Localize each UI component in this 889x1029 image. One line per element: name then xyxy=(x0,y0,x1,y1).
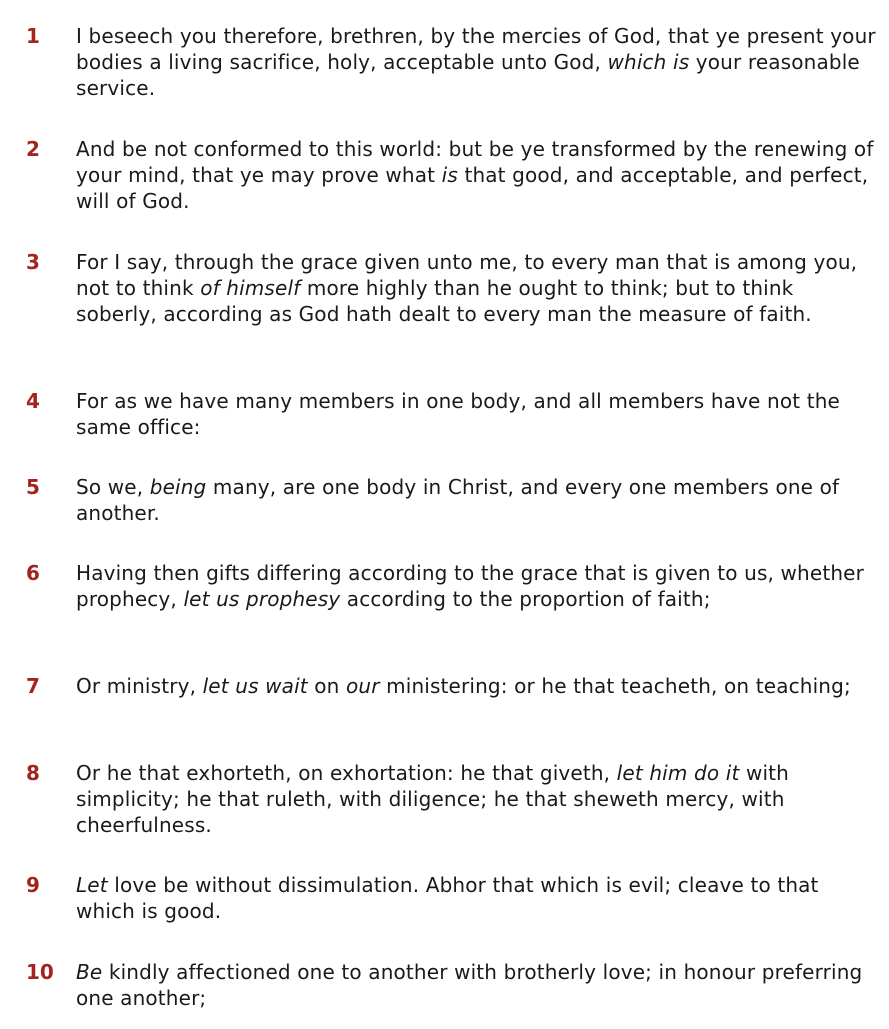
verse-text: So we, being many, are one body in Christ, and every one members one of another. xyxy=(76,475,840,526)
verse-number: 8 xyxy=(26,761,40,785)
verse-text: I beseech you therefore, brethren, by the mercies of God, that ye present your bodies a living sacrifice, holy, acceptable unto God, which is your reasonable service. xyxy=(76,24,876,101)
verse-text: Let love be without dissimulation. Abhor that which is evil; cleave to that which is good. xyxy=(76,873,819,924)
verse-number: 4 xyxy=(26,389,40,413)
verse-number: 5 xyxy=(26,475,40,499)
verse-text: Having then gifts differing according to the grace that is given to us, whether prophecy, let us prophesy according to the proportion of faith; xyxy=(76,561,864,612)
verse-text: Or he that exhorteth, on exhortation: he that giveth, let him do it with simplicity; he that ruleth, with diligence; he that sheweth mercy, with cheerfulness. xyxy=(76,761,789,838)
verse-text: For as we have many members in one body, and all members have not the same office: xyxy=(76,389,841,440)
verse-text: Be kindly affectioned one to another with brotherly love; in honour preferring one another; xyxy=(76,960,863,1011)
verse-number: 10 xyxy=(26,960,54,984)
verse-number: 2 xyxy=(26,137,40,161)
verse-number: 9 xyxy=(26,873,40,897)
verse-number: 1 xyxy=(26,24,40,48)
verse-text: And be not conformed to this world: but be ye transformed by the renewing of your mind, that ye may prove what is that good, and acceptable, and perfect, will of God. xyxy=(76,137,874,214)
verse-number: 3 xyxy=(26,250,40,274)
verse-number: 7 xyxy=(26,674,40,698)
verse-text: Or ministry, let us wait on our ministering: or he that teacheth, on teaching; xyxy=(76,674,851,698)
verse-text: For I say, through the grace given unto me, to every man that is among you, not to think of himself more highly than he ought to think; but to think soberly, according as God hath dealt to every man the measure of faith. xyxy=(76,250,858,327)
verse-number: 6 xyxy=(26,561,40,585)
